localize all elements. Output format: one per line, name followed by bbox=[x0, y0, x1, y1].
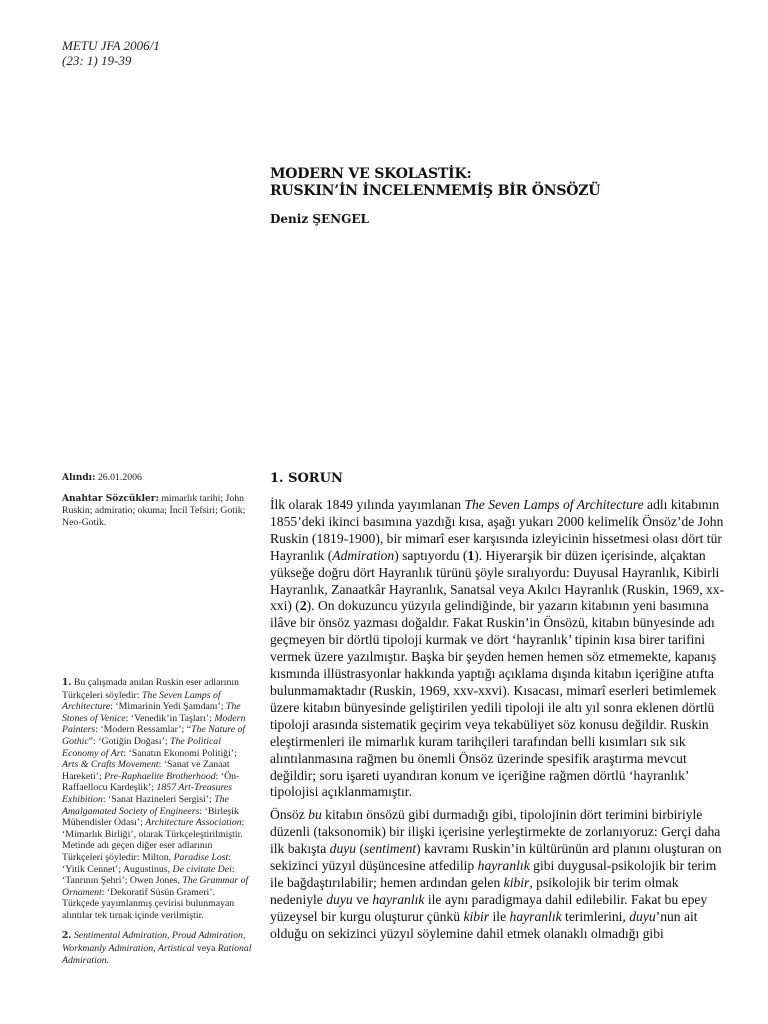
footnote-text: : ‘Sanat Hazineleri Sergisi’; bbox=[102, 793, 212, 805]
section-heading: 1. SORUN bbox=[270, 471, 343, 486]
body-italic: hayranlık bbox=[509, 908, 562, 924]
body-italic: kibir bbox=[503, 874, 530, 890]
body-text: ). On dokuzuncu yüzyıla gelindiğinde, bir yazarın kitabının yeni basımına ilâve bir önsöz yazması doğaldır. Fakat Ruskin’in Önsözü, kitabın bünyesinde adı geçmeyen bir dörtlü tipoloji kurmak ve dört ‘hayranlık’ tipinin kısa birer tarifini vermek üzere yazılmıştır. Başka bir şeyden hemen hemen söz etmemekte, kapanış kısmında illüstrasyonlar hakkında yaptığı açıklama dışında kitabın içeriğine atıfta bulunmamaktadır (Ruskin, 1969, xxv-xxvi). Kısacası, mimarî eserleri betimlemek üzere kitabın bünyesinde geliştirilen yedili tipoloji ile altı yıl sonra eklenen dörtlü tipoloji arasında sistematik geçirim veya tekabüliyet söz konusu değildir. Ruskin eleştirmenleri ile mimarlık kuram tarihçileri tarafından belli kısımları sık sık alıntılanmasına rağmen bu önemli Önsöz üzerinde spesifik araştırma mevcut değildir; soru işareti uyandıran konum ve içeriğine rağmen dörtlü ‘hayranlık’ tipolojisi açıklanmamıştır. bbox=[270, 598, 717, 800]
footnote-2 bbox=[62, 930, 254, 966]
footnote-italic: Architecture Association bbox=[145, 817, 242, 829]
received-date-line bbox=[62, 472, 254, 485]
footnote-text: veya bbox=[196, 943, 216, 955]
footnote-1 bbox=[62, 677, 254, 921]
body-text: ile bbox=[492, 908, 507, 924]
title-line-1: MODERN VE SKOLASTİK: bbox=[270, 166, 472, 182]
body-text: ’nun ait olduğu on sekizinci yüzyıl söylemine dahil etmek olanaklı olmadığı gibi bbox=[270, 908, 698, 941]
footnote-italic: Sentimental Admiration, Proud Admiration, Workmanly Admiration, Artistical bbox=[62, 930, 246, 955]
title-line-2: RUSKIN’İN İNCELENMEMİŞ BİR ÖNSÖZÜ bbox=[270, 183, 601, 199]
body-italic: hayranlık bbox=[477, 858, 530, 874]
footnote-ref-2[interactable]: 2 bbox=[299, 598, 307, 614]
footnote-text: : ‘Modern Ressamlar’; “ bbox=[95, 724, 192, 736]
body-text: ile aynı paradigmaya dahil edilebilir. Fakat bu epey yüzeysel bir kurgu oluşturur çünkü bbox=[270, 891, 708, 924]
footnote-text: : ‘Mimarlık Birliği’, olarak Türkçeleştirilmiştir. Metinde adı geçen diğer eser adlarının Türkçeleri şöyledir: Milton, bbox=[62, 817, 245, 863]
footnote-text: : ‘Sanat ve Zanaat Hareketi’; bbox=[62, 759, 230, 782]
footnote-text: : ‘Tanrının Şehri’; Owen Jones, bbox=[62, 863, 235, 887]
footnote-text: : ‘Venedik’in Taşları’; bbox=[125, 712, 212, 724]
article-metadata bbox=[62, 472, 254, 536]
body-text: Önsöz bbox=[270, 807, 305, 823]
body-text: ) kavramı Ruskin’in kültürünün ard planını oluşturan on sekizinci yüzyıl düşüncesine atfedilip bbox=[270, 841, 722, 874]
body-italic: hayranlık bbox=[372, 891, 425, 907]
body-text: ve bbox=[356, 891, 369, 907]
footnote-italic: Rational Admiration. bbox=[62, 943, 252, 966]
body-text: kitabın önsözü gibi durmadığı gibi, tipolojinin dört terimini birbiriyle düzenli (taksonomik) bir ilişki içerisine yerleştirmekte de zorlanıyoruz: Gerçi daha ilk bakışta bbox=[270, 807, 721, 857]
body-italic: The Seven Lamps of Architecture bbox=[464, 497, 644, 512]
body-text: , psikolojik bir terim olmak nedeniyle bbox=[270, 874, 679, 907]
body-text: gibi duygusal-psikolojik bir terim ile bağdaştırılabilir; hemen ardından gelen bbox=[270, 858, 717, 890]
journal-citation bbox=[62, 38, 160, 68]
footnote-italic: 1857 Art-Treasures Exhibition bbox=[62, 782, 233, 805]
body-text: adlı kitabının 1855’deki ikinci basımına yazdığı kısa, aşağı yukarı 2000 kelimelik Önsöz’de John Ruskin (1819-1900), bir mimarî eser karşısında izleyicinin hissetmesi olası dört tür Hayranlık ( bbox=[270, 497, 724, 563]
footnote-text: : ‘Ön-Raffaellocu Kardeşlik’; bbox=[62, 770, 240, 794]
journal-volume: METU JFA 2006/1 bbox=[62, 38, 160, 53]
footnote-italic: The Amalgamated Society of Engineers bbox=[62, 793, 229, 817]
article-title bbox=[270, 166, 730, 200]
body-italic: duyu bbox=[329, 841, 357, 857]
body-text: ) saptıyordu ( bbox=[394, 547, 468, 563]
footnote-italic: De civitate Dei bbox=[172, 863, 232, 875]
author-name: Deniz ŞENGEL bbox=[270, 212, 369, 226]
footnote-italic: Modern Painters bbox=[62, 712, 246, 736]
footnote-italic: The Political Economy of Art bbox=[62, 735, 221, 759]
received-label: Alındı: bbox=[62, 473, 96, 483]
footnote-ref-1[interactable]: 1 bbox=[467, 547, 475, 563]
body-text: İlk olarak 1849 yılında yayımlanan bbox=[270, 497, 462, 512]
footnote-text: : ‘Sanatın Ekonomi Politiği’; bbox=[123, 747, 237, 759]
body-italic: duyu bbox=[326, 891, 353, 907]
body-italic: sentiment bbox=[364, 841, 417, 857]
footnote-italic: Arts & Crafts Movement bbox=[62, 759, 159, 771]
footnotes bbox=[62, 677, 254, 975]
footnote-italic: The Grammar of Ornament bbox=[62, 875, 249, 898]
footnote-italic: The Nature of Gothic bbox=[62, 724, 246, 747]
main-text bbox=[270, 471, 730, 949]
body-italic: Admiration bbox=[332, 547, 395, 563]
footnote-text: : ‘Birleşik Mühendisler Odası’; bbox=[62, 805, 239, 829]
footnote-text: Bu çalışmada anılan Ruskin eser adlarının Türkçeleri söyledir: bbox=[62, 677, 240, 701]
paragraph-2 bbox=[270, 807, 730, 942]
journal-pages: (23: 1) 19-39 bbox=[62, 53, 132, 68]
body-text: ). Hiyerarşik bir düzen içerisinde, alçaktan yükseğe doğru dört Hayranlık türünü şöyle sıralıyordu: Duyusal Hayranlık, Kibirli Hayranlık, Zanaatkâr Hayranlık, Sanatsal veya Akılcı Hayranlık (Ruskin, 1969, xx-xxi) ( bbox=[270, 547, 725, 614]
footnote-number: 1. bbox=[62, 678, 72, 688]
body-italic: bu bbox=[308, 807, 322, 823]
keywords-label: Anahtar Sözcükler: bbox=[62, 493, 159, 504]
paragraph-1 bbox=[270, 497, 730, 801]
body-text: ( bbox=[359, 841, 365, 857]
footnote-italic: The Stones of Venice bbox=[62, 701, 241, 724]
received-date: 26.01.2006 bbox=[97, 472, 142, 483]
footnote-text: ”: ‘Gotiğin Doğası’; bbox=[88, 735, 168, 747]
body-italic: duyu bbox=[629, 908, 656, 924]
title-block bbox=[270, 166, 730, 226]
footnote-text: : ‘Mimarinin Yedi Şamdanı’; bbox=[110, 701, 224, 713]
body-text: terimlerini, bbox=[565, 908, 626, 924]
footnote-text: : ‘Dekoratif Süsün Grameri’. Türkçede yayımlanmış çevirisi bulunmayan alıntılar tek tırnak içinde verilmiştir. bbox=[62, 886, 235, 921]
body-italic: kibir bbox=[463, 908, 490, 924]
keywords-line bbox=[62, 493, 254, 529]
footnote-italic: Paradise Lost bbox=[173, 851, 229, 863]
footnote-italic: Pre-Raphaelite Brotherhood bbox=[104, 770, 216, 782]
footnote-text: : ‘Yitik Cennet’; Augustinus, bbox=[62, 851, 232, 875]
footnote-italic: The Seven Lamps of Architecture bbox=[62, 689, 221, 713]
footnote-number: 2. bbox=[62, 931, 72, 942]
keywords-text: mimarlık tarihi; John Ruskin; admiratio; okuma; İncil Tefsiri; Gotik; Neo-Gotik. bbox=[62, 492, 246, 528]
